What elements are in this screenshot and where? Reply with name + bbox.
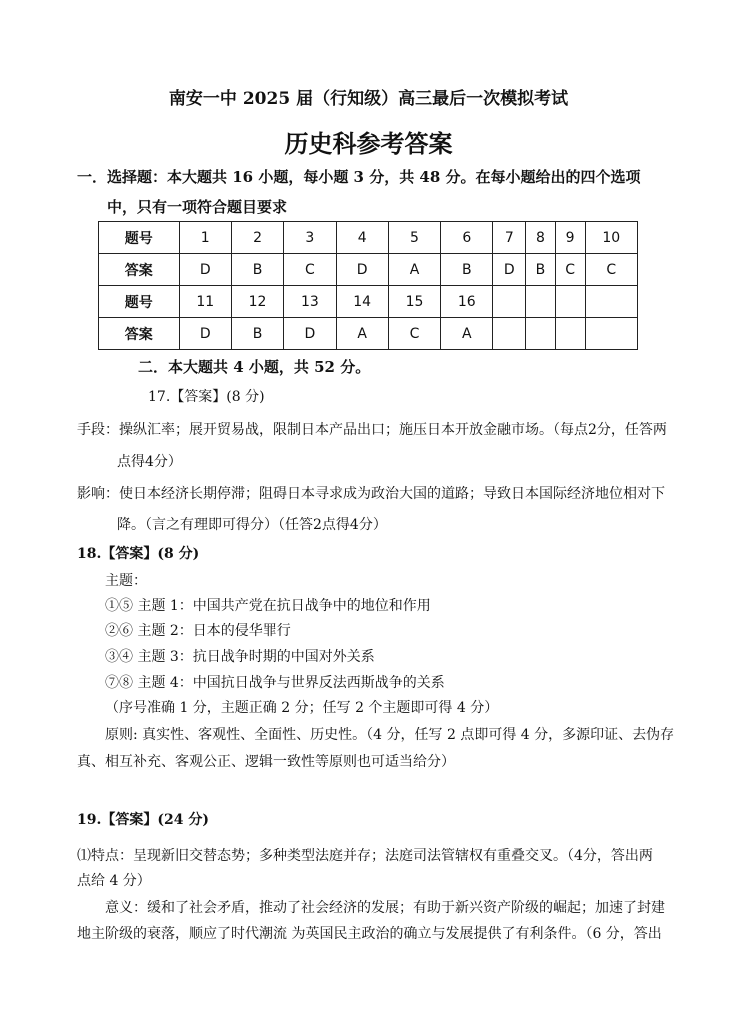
answer-cell [585, 318, 637, 350]
q19-heading: 19.【答案】(24 分) [77, 812, 209, 828]
answer-cell: 5 [388, 222, 440, 254]
subject-title: 历史科参考答案 [284, 129, 453, 158]
answer-cell [493, 286, 526, 318]
answer-cell [555, 286, 585, 318]
answer-cell: 11 [179, 286, 231, 318]
section1-heading-cont: 中，只有一项符合题目要求 [107, 198, 288, 216]
answer-cell [555, 318, 585, 350]
row-header-cell: 题号 [99, 286, 180, 318]
answer-cell: D [284, 318, 336, 350]
answer-cell [526, 286, 555, 318]
q18-theme-4: ⑦⑧ 主题 4：中国抗日战争与世界反法西斯战争的关系 [105, 675, 445, 691]
q17-effect-cont: 降。（言之有理即可得分）（任答2点得4分） [117, 517, 387, 533]
answer-cell: B [441, 254, 493, 286]
answer-cell: 7 [493, 222, 526, 254]
answer-cell: B [231, 254, 283, 286]
answer-cell: 1 [179, 222, 231, 254]
answer-table-row [99, 318, 638, 350]
answer-cell: C [555, 254, 585, 286]
answer-cell: B [526, 254, 555, 286]
answer-cell: B [231, 318, 283, 350]
q18-theme-3: ③④ 主题 3：抗日战争时期的中国对外关系 [105, 649, 375, 665]
q18-principle-cont: 真、相互补充、客观公正、逻辑一致性等原则也可适当给分） [77, 754, 455, 770]
q17-effect: 影响：使日本经济长期停滞；阻碍日本寻求成为政治大国的道路；导致日本国际经济地位相对下 [77, 486, 665, 502]
answer-cell: D [179, 318, 231, 350]
answer-cell: A [336, 318, 388, 350]
q17-means: 手段：操纵汇率；展开贸易战，限制日本产品出口；施压日本开放金融市场。（每点2分，任答两 [77, 422, 667, 438]
answer-table-row [99, 254, 638, 286]
answer-cell [493, 318, 526, 350]
answer-cell: A [388, 254, 440, 286]
q19-part1: ⑴特点：呈现新旧交替态势；多种类型法庭并存；法庭司法管辖权有重叠交叉。（4分，答出两 [77, 848, 653, 864]
answer-cell: 10 [585, 222, 637, 254]
answer-cell: A [441, 318, 493, 350]
answer-cell: 6 [441, 222, 493, 254]
answer-cell: 13 [284, 286, 336, 318]
q17-means-cont: 点得4分） [117, 454, 182, 470]
q18-theme-label: 主题： [105, 573, 147, 589]
q18-principle: 原则: 真实性、客观性、全面性、历史性。（4 分，任写 2 点即可得 4 分，多源印证、去伪存 [105, 727, 675, 743]
answer-cell: 8 [526, 222, 555, 254]
q17-heading: 17.【答案】(8 分) [148, 389, 265, 405]
q19-significance: 意义：缓和了社会矛盾，推动了社会经济的发展；有助于新兴资产阶级的崛起；加速了封建 [105, 900, 665, 916]
answer-cell: 9 [555, 222, 585, 254]
section1-heading: 一．选择题：本大题共 16 小题，每小题 3 分，共 48 分。在每小题给出的四个选项 [77, 168, 641, 186]
answer-cell: 15 [388, 286, 440, 318]
answer-cell: C [284, 254, 336, 286]
row-header-cell: 答案 [99, 318, 180, 350]
q18-theme-2: ②⑥ 主题 2：日本的侵华罪行 [105, 623, 291, 639]
answer-cell: 14 [336, 286, 388, 318]
answer-cell: C [585, 254, 637, 286]
row-header-cell: 题号 [99, 222, 180, 254]
answer-cell: C [388, 318, 440, 350]
answer-cell [585, 286, 637, 318]
row-header-cell: 答案 [99, 254, 180, 286]
q18-heading: 18.【答案】(8 分) [77, 546, 200, 562]
answer-cell: D [493, 254, 526, 286]
answer-cell: 12 [231, 286, 283, 318]
answer-cell: 4 [336, 222, 388, 254]
exam-title: 南安一中 2025 届（行知级）高三最后一次模拟考试 [168, 89, 569, 109]
q18-scoring: （序号准确 1 分，主题正确 2 分；任写 2 个主题即可得 4 分） [105, 700, 499, 716]
answer-cell: D [179, 254, 231, 286]
answer-cell: 16 [441, 286, 493, 318]
q18-theme-1: ①⑤ 主题 1：中国共产党在抗日战争中的地位和作用 [105, 598, 431, 614]
section2-heading: 二．本大题共 4 小题，共 52 分。 [138, 358, 371, 376]
answer-cell [526, 318, 555, 350]
answer-cell: 3 [284, 222, 336, 254]
answer-table-row [99, 286, 638, 318]
answer-table-row [99, 222, 638, 254]
answer-cell: 2 [231, 222, 283, 254]
answer-table [98, 221, 638, 350]
answer-cell: D [336, 254, 388, 286]
q19-significance-cont: 地主阶级的衰落，顺应了时代潮流 为英国民主政治的确立与发展提供了有利条件。（6 分，答出 [77, 926, 662, 942]
q19-part1-cont: 点给 4 分） [77, 873, 151, 889]
